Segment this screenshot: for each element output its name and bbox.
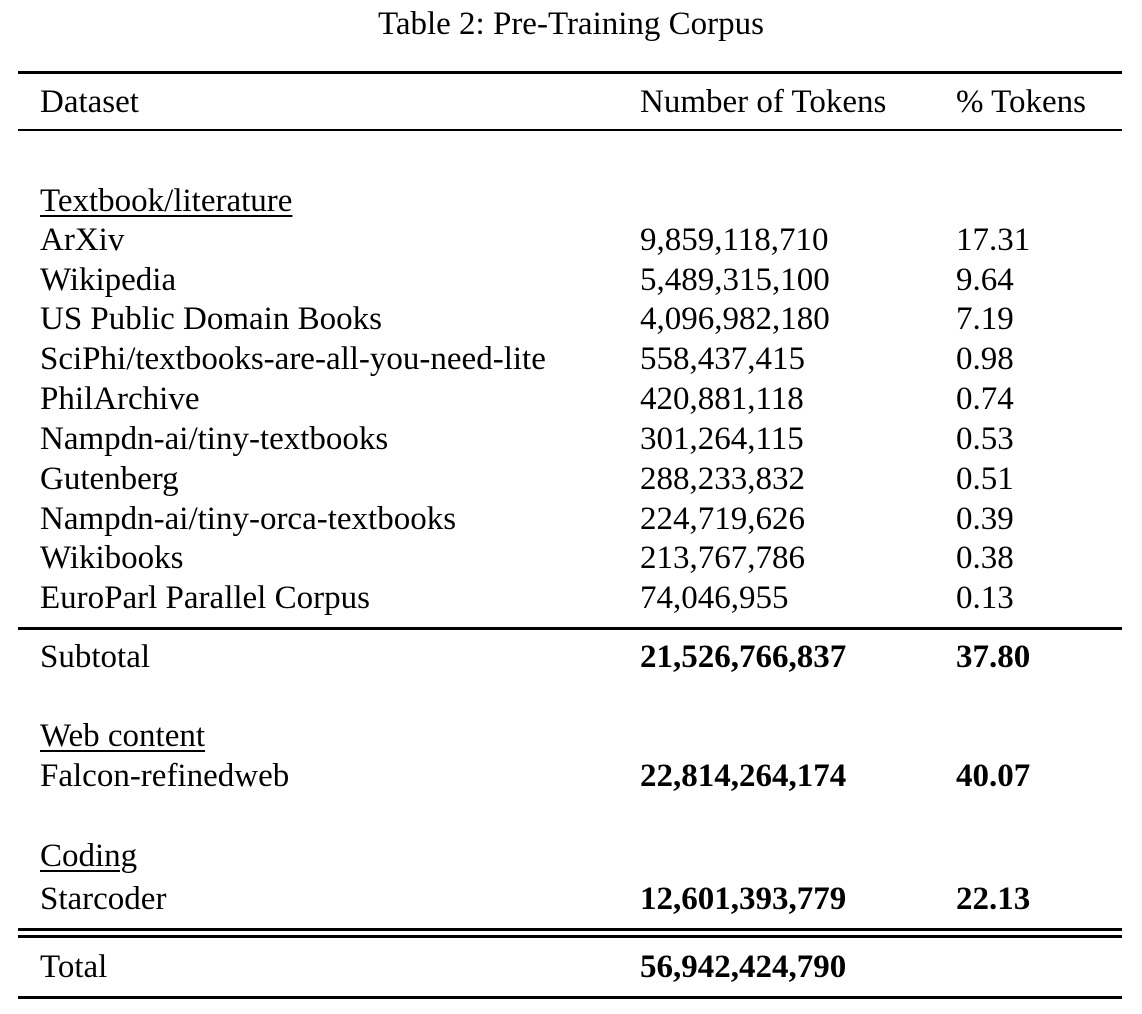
dataset-cell: Nampdn-ai/tiny-textbooks (40, 421, 389, 457)
tokens-cell: 22,814,264,174 (640, 758, 847, 794)
percent-cell: 0.53 (956, 421, 1014, 457)
tokens-cell: 4,096,982,180 (640, 301, 830, 337)
percent-cell: 40.07 (956, 758, 1031, 794)
header-tokens: Number of Tokens (640, 84, 887, 120)
dataset-cell: Starcoder (40, 881, 167, 917)
percent-cell: 0.51 (956, 461, 1014, 497)
subtotal-percent: 37.80 (956, 639, 1031, 675)
dataset-cell: Nampdn-ai/tiny-orca-textbooks (40, 501, 457, 537)
tokens-cell: 224,719,626 (640, 501, 805, 537)
table-caption: Table 2: Pre-Training Corpus (377, 6, 765, 42)
tokens-cell: 301,264,115 (640, 421, 804, 457)
bottom-rule (18, 996, 1122, 999)
section-title: Textbook/literature (40, 183, 293, 219)
tokens-cell: 12,601,393,779 (640, 881, 847, 917)
dataset-cell: EuroParl Parallel Corpus (40, 580, 370, 616)
header-dataset: Dataset (40, 84, 139, 120)
tokens-cell: 558,437,415 (640, 341, 805, 377)
dataset-cell: ArXiv (40, 222, 125, 258)
total-tokens: 56,942,424,790 (640, 949, 847, 985)
total-double-rule-bottom (18, 935, 1122, 938)
percent-cell: 0.39 (956, 501, 1014, 537)
percent-cell: 22.13 (956, 881, 1031, 917)
tokens-cell: 9,859,118,710 (640, 222, 829, 258)
top-rule (18, 71, 1122, 74)
subtotal-label: Subtotal (40, 639, 151, 675)
dataset-cell: SciPhi/textbooks-are-all-you-need-lite (40, 341, 546, 377)
section-title: Coding (40, 838, 138, 874)
tokens-cell: 5,489,315,100 (640, 262, 830, 298)
percent-cell: 0.13 (956, 580, 1014, 616)
section-title: Web content (40, 718, 206, 754)
tokens-cell: 288,233,832 (640, 461, 805, 497)
header-percent: % Tokens (956, 84, 1086, 120)
percent-cell: 0.38 (956, 540, 1014, 576)
subtotal-tokens: 21,526,766,837 (640, 639, 847, 675)
dataset-cell: Wikipedia (40, 262, 177, 298)
subtotal-rule (18, 627, 1122, 630)
dataset-cell: PhilArchive (40, 381, 200, 417)
tokens-cell: 213,767,786 (640, 540, 805, 576)
percent-cell: 17.31 (956, 222, 1031, 258)
dataset-cell: Wikibooks (40, 540, 184, 576)
total-double-rule-top (18, 928, 1122, 931)
dataset-cell: Falcon-refinedweb (40, 758, 290, 794)
percent-cell: 9.64 (956, 262, 1014, 298)
dataset-cell: Gutenberg (40, 461, 179, 497)
percent-cell: 0.74 (956, 381, 1014, 417)
tokens-cell: 74,046,955 (640, 580, 789, 616)
percent-cell: 7.19 (956, 301, 1014, 337)
percent-cell: 0.98 (956, 341, 1014, 377)
header-rule (18, 129, 1122, 131)
dataset-cell: US Public Domain Books (40, 301, 382, 337)
tokens-cell: 420,881,118 (640, 381, 804, 417)
total-label: Total (40, 949, 108, 985)
